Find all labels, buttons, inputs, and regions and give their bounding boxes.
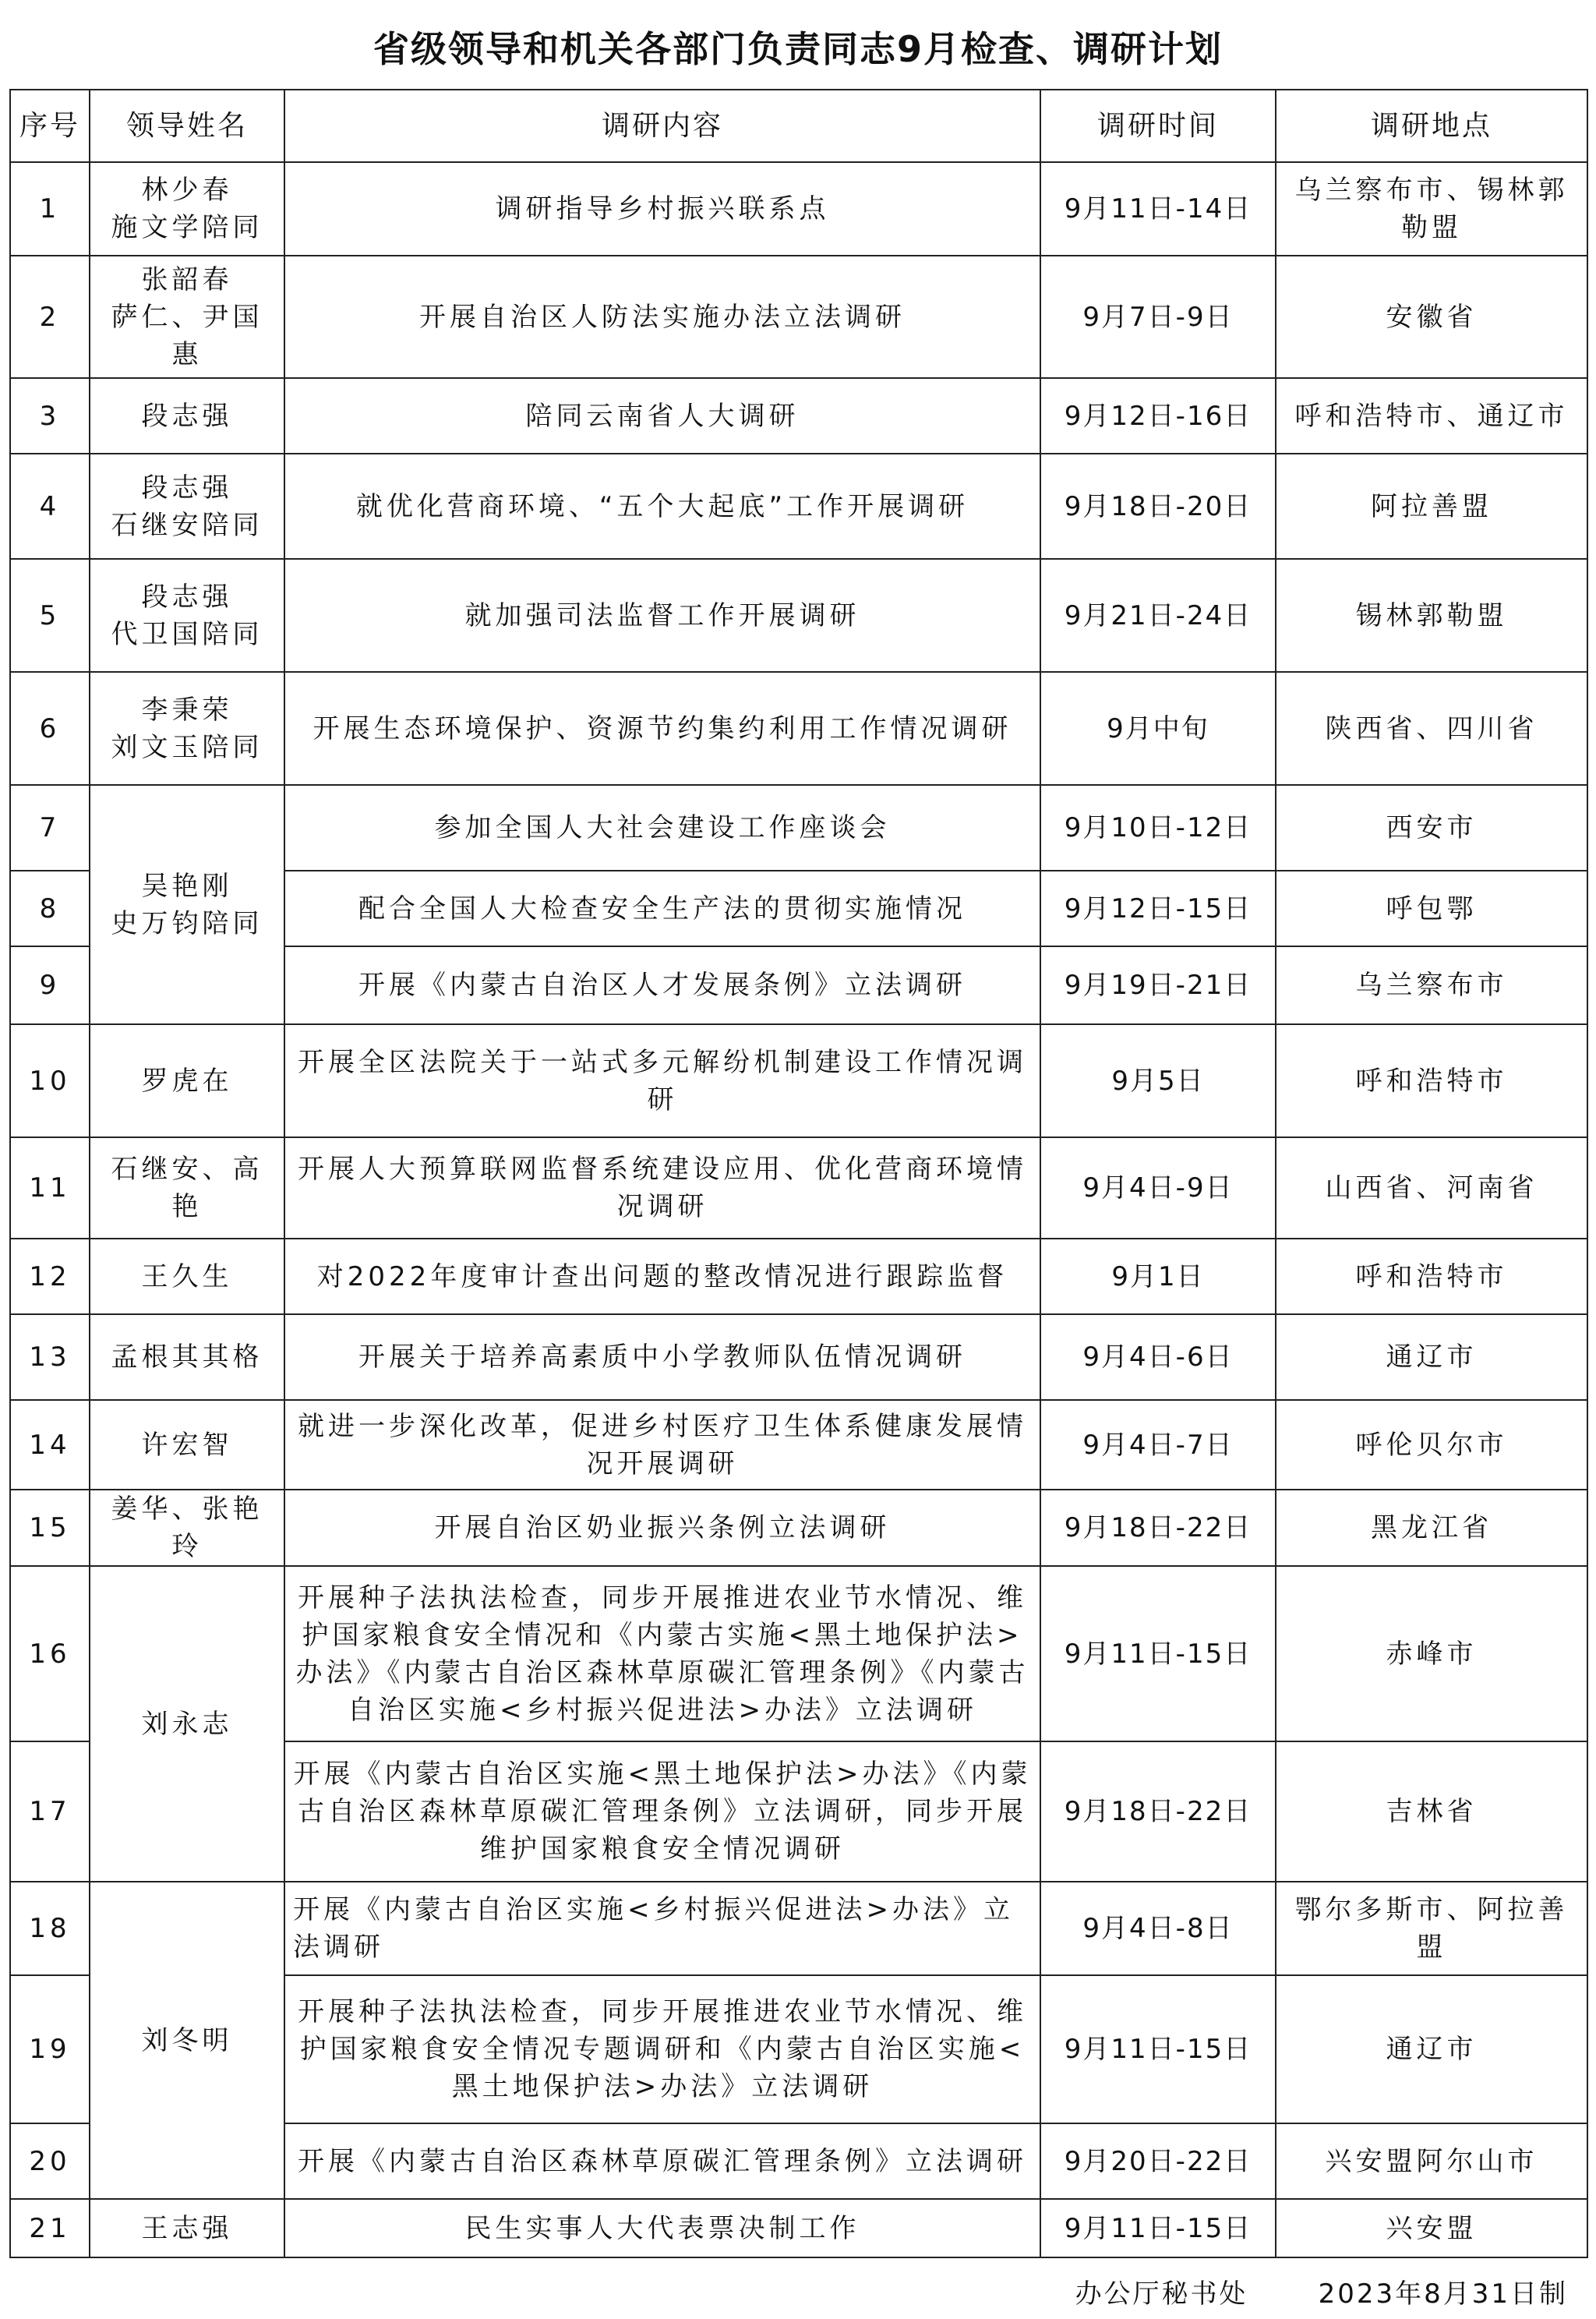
table-row [10,1024,1587,1137]
research-content: 开展全区法院关于一站式多元解纷机制建设工作情况调研 [284,1024,1040,1137]
footer-office: 办公厅秘书处 [1075,2278,1248,2310]
research-content: 开展关于培养高素质中小学教师队伍情况调研 [284,1314,1040,1400]
research-place: 安徽省 [1276,256,1587,378]
table-row [10,1490,1587,1566]
table-row [10,454,1587,559]
leader-name: 王久生 [90,1239,284,1314]
research-time: 9月7日-9日 [1040,256,1276,378]
table-row [10,1137,1587,1239]
research-content: 开展自治区奶业振兴条例立法调研 [284,1490,1040,1566]
research-time: 9月11日-14日 [1040,162,1276,256]
research-time: 9月中旬 [1040,672,1276,785]
research-place: 呼和浩特市 [1276,1024,1587,1137]
leader-name: 吴艳刚 史万钧陪同 [90,785,284,1024]
leader-name: 刘永志 [90,1566,284,1882]
research-place: 锡林郭勒盟 [1276,559,1587,672]
research-time: 9月4日-7日 [1040,1400,1276,1490]
research-time: 9月18日-22日 [1040,1741,1276,1882]
leader-name: 李秉荣 刘文玉陪同 [90,672,284,785]
row-number: 15 [10,1490,90,1566]
row-number: 4 [10,454,90,559]
research-content: 就进一步深化改革，促进乡村医疗卫生体系健康发展情况开展调研 [284,1400,1040,1490]
row-number: 19 [10,1975,90,2123]
row-number: 3 [10,378,90,454]
leader-name: 罗虎在 [90,1024,284,1137]
research-place: 兴安盟 [1276,2199,1587,2257]
research-place: 山西省、河南省 [1276,1137,1587,1239]
row-number: 5 [10,559,90,672]
research-place: 黑龙江省 [1276,1490,1587,1566]
research-time: 9月18日-20日 [1040,454,1276,559]
row-number: 21 [10,2199,90,2257]
header-content: 调研内容 [284,90,1040,162]
footer [1075,2272,1568,2310]
research-place: 兴安盟阿尔山市 [1276,2123,1587,2199]
research-place: 呼包鄂 [1276,871,1587,946]
research-content: 调研指导乡村振兴联系点 [284,162,1040,256]
research-content: 开展自治区人防法实施办法立法调研 [284,256,1040,378]
table-row [10,1314,1587,1400]
leader-name: 姜华、张艳玲 [90,1490,284,1566]
footer-date: 2023年8月31日制 [1318,2278,1568,2310]
leader-name: 林少春 施文学陪同 [90,162,284,256]
plan-table [9,89,1588,2258]
header-place: 调研地点 [1276,90,1587,162]
research-content: 就加强司法监督工作开展调研 [284,559,1040,672]
table-row [10,672,1587,785]
leader-name: 刘冬明 [90,1882,284,2199]
research-content: 就优化营商环境、“五个大起底”工作开展调研 [284,454,1040,559]
row-number: 8 [10,871,90,946]
row-number: 6 [10,672,90,785]
table-row [10,2199,1587,2257]
research-content: 开展人大预算联网监督系统建设应用、优化营商环境情况调研 [284,1137,1040,1239]
research-time: 9月12日-15日 [1040,871,1276,946]
table-row [10,1566,1587,1741]
row-number: 17 [10,1741,90,1882]
document-title: 省级领导和机关各部门负责同志9月检查、调研计划 [373,28,1223,70]
research-content: 开展《内蒙古自治区人才发展条例》立法调研 [284,946,1040,1024]
row-number: 18 [10,1882,90,1975]
research-content: 开展生态环境保护、资源节约集约利用工作情况调研 [284,672,1040,785]
research-place: 呼和浩特市 [1276,1239,1587,1314]
research-time: 9月4日-6日 [1040,1314,1276,1400]
research-time: 9月19日-21日 [1040,946,1276,1024]
research-place: 通辽市 [1276,1975,1587,2123]
research-place: 呼和浩特市、通辽市 [1276,378,1587,454]
research-place: 阿拉善盟 [1276,454,1587,559]
leader-name: 段志强 [90,378,284,454]
leader-name: 段志强 石继安陪同 [90,454,284,559]
research-time: 9月4日-8日 [1040,1882,1276,1975]
research-content: 开展种子法执法检查，同步开展推进农业节水情况、维护国家粮食安全情况和《内蒙古实施<黑土地保护法>办法》《内蒙古自治区森林草原碳汇管理条例》《内蒙古自治区实施<乡村振兴促进法>办法》立法调研 [284,1566,1040,1741]
header-no: 序号 [10,90,90,162]
research-time: 9月4日-9日 [1040,1137,1276,1239]
table-row [10,1882,1587,1975]
research-content: 开展种子法执法检查，同步开展推进农业节水情况、维护国家粮食安全情况专题调研和《内蒙古自治区实施<黑土地保护法>办法》立法调研 [284,1975,1040,2123]
table-row [10,785,1587,871]
row-number: 14 [10,1400,90,1490]
leader-name: 段志强 代卫国陪同 [90,559,284,672]
leader-name: 许宏智 [90,1400,284,1490]
header-leader: 领导姓名 [90,90,284,162]
research-place: 西安市 [1276,785,1587,871]
leader-name: 石继安、高艳 [90,1137,284,1239]
table-row [10,162,1587,256]
row-number: 10 [10,1024,90,1137]
research-place: 呼伦贝尔市 [1276,1400,1587,1490]
row-number: 13 [10,1314,90,1400]
research-place: 陕西省、四川省 [1276,672,1587,785]
leader-name: 王志强 [90,2199,284,2257]
research-time: 9月18日-22日 [1040,1490,1276,1566]
research-content: 开展《内蒙古自治区实施<黑土地保护法>办法》《内蒙古自治区森林草原碳汇管理条例》立法调研，同步开展维护国家粮食安全情况调研 [284,1741,1040,1882]
research-place: 吉林省 [1276,1741,1587,1882]
research-time: 9月10日-12日 [1040,785,1276,871]
research-content: 配合全国人大检查安全生产法的贯彻实施情况 [284,871,1040,946]
research-time: 9月11日-15日 [1040,1975,1276,2123]
research-time: 9月11日-15日 [1040,1566,1276,1741]
table-row [10,559,1587,672]
table-row [10,1400,1587,1490]
header-row [10,90,1587,162]
row-number: 1 [10,162,90,256]
header-time: 调研时间 [1040,90,1276,162]
research-place: 赤峰市 [1276,1566,1587,1741]
research-content: 陪同云南省人大调研 [284,378,1040,454]
row-number: 12 [10,1239,90,1314]
row-number: 20 [10,2123,90,2199]
research-content: 开展《内蒙古自治区森林草原碳汇管理条例》立法调研 [284,2123,1040,2199]
research-time: 9月11日-15日 [1040,2199,1276,2257]
research-content: 民生实事人大代表票决制工作 [284,2199,1040,2257]
research-content: 对2022年度审计查出问题的整改情况进行跟踪监督 [284,1239,1040,1314]
leader-name: 张韶春 萨仁、尹国惠 [90,256,284,378]
research-place: 乌兰察布市 [1276,946,1587,1024]
research-place: 乌兰察布市、锡林郭勒盟 [1276,162,1587,256]
research-time: 9月5日 [1040,1024,1276,1137]
research-place: 鄂尔多斯市、阿拉善盟 [1276,1882,1587,1975]
research-time: 9月20日-22日 [1040,2123,1276,2199]
leader-name: 孟根其其格 [90,1314,284,1400]
research-content: 参加全国人大社会建设工作座谈会 [284,785,1040,871]
research-time: 9月12日-16日 [1040,378,1276,454]
row-number: 2 [10,256,90,378]
row-number: 9 [10,946,90,1024]
row-number: 11 [10,1137,90,1239]
table-row [10,1239,1587,1314]
table-row [10,256,1587,378]
row-number: 16 [10,1566,90,1741]
table-row [10,378,1587,454]
research-place: 通辽市 [1276,1314,1587,1400]
research-time: 9月1日 [1040,1239,1276,1314]
research-time: 9月21日-24日 [1040,559,1276,672]
research-content: 开展《内蒙古自治区实施<乡村振兴促进法>办法》立法调研 [284,1882,1040,1975]
row-number: 7 [10,785,90,871]
